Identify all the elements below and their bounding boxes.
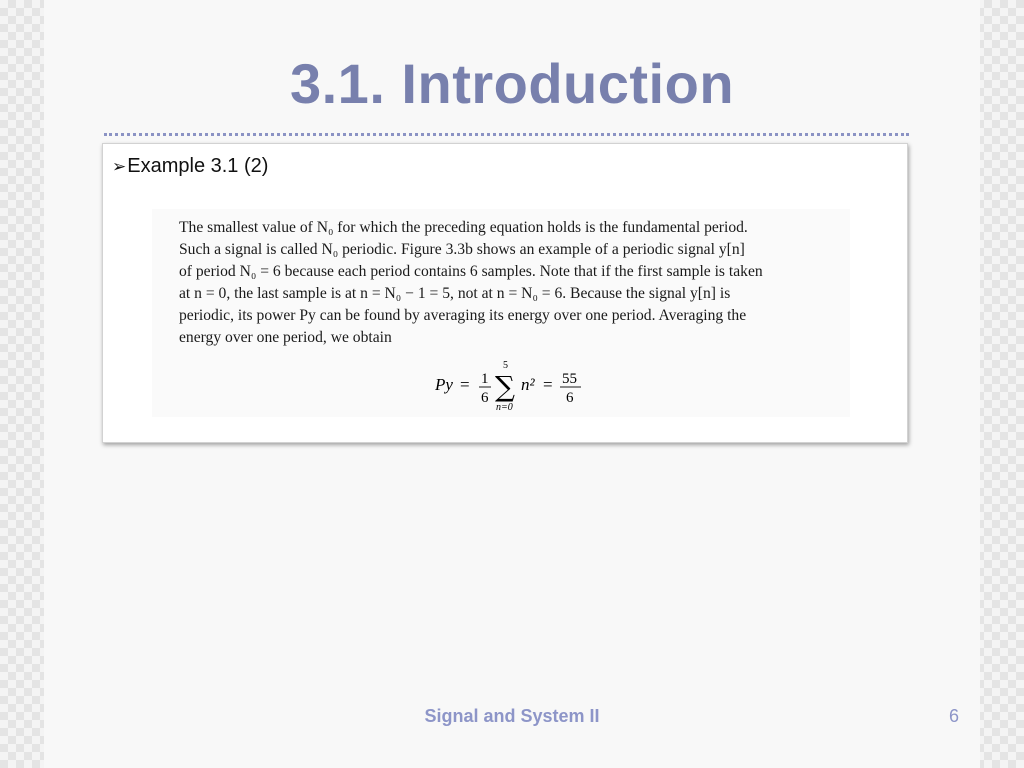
- equation-equals-2: =: [543, 375, 553, 394]
- textbook-excerpt-image: [152, 209, 850, 417]
- equation-lhs: Py: [435, 375, 453, 394]
- slide-title: 3.1. Introduction: [289, 52, 735, 115]
- sum-lower-limit: n=0: [496, 402, 513, 412]
- bullet-item: [112, 154, 268, 179]
- excerpt-line: of period N₀ = 6 because each period contains 6 samples. Note that if the first sample is taken: [179, 263, 763, 280]
- title-divider: [104, 133, 909, 136]
- fraction-1-denominator: 6: [481, 390, 489, 406]
- equation-equals: =: [460, 375, 470, 394]
- power-equation: [435, 356, 595, 412]
- excerpt-paragraph: [179, 217, 839, 349]
- sum-term: n²: [521, 375, 535, 394]
- excerpt-line: energy over one period, we obtain: [179, 329, 392, 346]
- fraction-2-denominator: 6: [566, 390, 574, 406]
- page-number: 6: [948, 706, 959, 726]
- fraction-1-numerator: 1: [481, 371, 489, 387]
- footer-course-title: Signal and System II: [424, 706, 600, 726]
- excerpt-line: Such a signal is called N₀ periodic. Figure 3.3b shows an example of a periodic signal y[n]: [179, 241, 745, 258]
- arrow-bullet-icon: ➢: [112, 157, 127, 176]
- sum-upper-limit: 5: [503, 360, 508, 371]
- bullet-text: Example 3.1 (2): [127, 155, 269, 177]
- excerpt-line: The smallest value of N₀ for which the preceding equation holds is the fundamental period.: [179, 219, 748, 236]
- fraction-2-numerator: 55: [562, 371, 577, 387]
- summation-icon: ∑: [495, 370, 515, 403]
- excerpt-line: at n = 0, the last sample is at n = N₀ − 1 = 5, not at n = N₀ = 6. Because the signal y[n] is: [179, 285, 731, 302]
- content-box: [102, 143, 908, 443]
- excerpt-line: periodic, its power Py can be found by averaging its energy over one period. Averaging the: [179, 307, 747, 324]
